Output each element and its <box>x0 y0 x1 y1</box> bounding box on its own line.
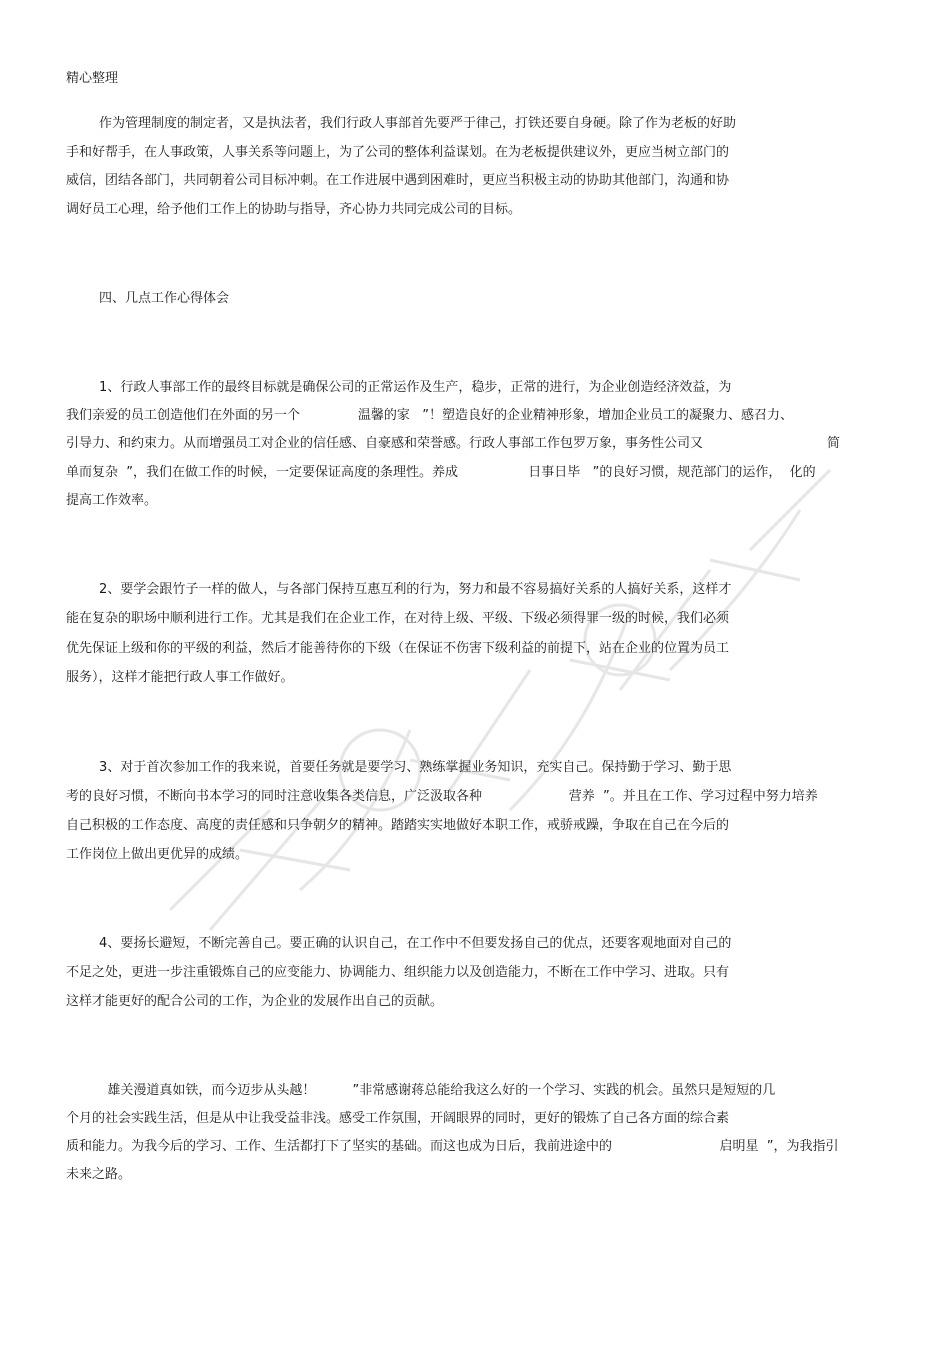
paragraph-line: 单而复杂 ”，我们在做工作的时候，一定要保证高度的条理性。养成 日事日毕 ”的良好习惯，规范部门的运作， 化的 <box>66 465 816 480</box>
paragraph-line: 我们亲爱的员工创造他们在外面的另一个 温馨的家 ”！塑造良好的企业精神形象，增加企业员工的凝聚力、感召力、 <box>66 408 793 423</box>
paragraph-line: 提高工作效率。 <box>66 493 158 508</box>
paragraph-line: 作为管理制度的制定者，又是执法者，我们行政人事部首先要严于律己，打铁还要自身硬。除了作为老板的好助 <box>66 116 737 131</box>
paragraph-line: 考的良好习惯，不断向书本学习的同时注意收集各类信息，广泛汲取各种 营养 ”。并且在工作、学习过程中努力培养 <box>66 789 818 804</box>
paragraph-line: 2、要学会跟竹子一样的做人，与各部门保持互惠互利的行为，努力和最不容易搞好关系的人搞好关系，这样才 <box>66 582 732 597</box>
paragraph-line: 个月的社会实践生活，但是从中让我受益非浅。感受工作氛围，开阔眼界的同时，更好的锻炼了自己各方面的综合素 <box>66 1111 730 1126</box>
watermark-graphic <box>150 430 850 950</box>
paragraph-line: 调好员工心理，给予他们工作上的协助与指导，齐心协力共同完成公司的目标。 <box>66 202 522 217</box>
paragraph-line: 手和好帮手，在人事政策，人事关系等问题上，为了公司的整体利益谋划。在为老板提供建议外，更应当树立部门的 <box>66 145 730 160</box>
paragraph-line: 引导力、和约束力。从而增强员工对企业的信任感、自豪感和荣誉感。行政人事部工作包罗万象，事务性公司又 简 <box>66 436 840 451</box>
paragraph-line: 3、对于首次参加工作的我来说，首要任务就是要学习、熟练掌握业务知识，充实自己。保持勤于学习、勤于思 <box>66 760 732 775</box>
paragraph-line: 1、行政人事部工作的最终目标就是确保公司的正常运作及生产，稳步，正常的进行，为企业创造经济效益，为 <box>66 380 732 395</box>
paragraph-line: 质和能力。为我今后的学习、工作、生活都打下了坚实的基础。而这也成为日后，我前进途中的 启明星 ”，为我指引 <box>66 1139 839 1154</box>
paragraph-line: 服务），这样才能把行政人事工作做好。 <box>66 670 294 685</box>
paragraph-line: 不足之处，更进一步注重锻炼自己的应变能力、协调能力、组织能力以及创造能力，不断在工作中学习、进取。只有 <box>66 965 730 980</box>
paragraph-line: 未来之路。 <box>66 1167 132 1182</box>
paragraph-line: 自己积极的工作态度、高度的责任感和只争朝夕的精神。踏踏实实地做好本职工作，戒骄戒躁，争取在自己在今后的 <box>66 818 730 833</box>
section-title: 四、几点工作心得体会 <box>66 291 230 306</box>
paragraph-line: 4、要扬长避短，不断完善自己。要正确的认识自己，在工作中不但要发扬自己的优点，还要客观地面对自己的 <box>66 936 732 951</box>
paragraph-line: 威信，团结各部门，共同朝着公司目标冲刺。在工作进展中遇到困难时，更应当积极主动的协助其他部门，沟通和协 <box>66 173 730 188</box>
paragraph-line: 雄关漫道真如铁，而今迈步从头越！ ”非常感谢蒋总能给我这么好的一个学习、实践的机会。虽然只是短短的几 <box>66 1083 776 1098</box>
paragraph-line: 这样才能更好的配合公司的工作，为企业的发展作出自己的贡献。 <box>66 994 444 1009</box>
paragraph-line: 优先保证上级和你的平级的利益，然后才能善待你的下级（在保证不伤害下级利益的前提下，站在企业的位置为员工 <box>66 641 730 656</box>
paragraph-line: 工作岗位上做出更优异的成绩。 <box>66 847 249 862</box>
paragraph-line: 能在复杂的职场中顺利进行工作。尤其是我们在企业工作，在对待上级、平级、下级必须得罪一级的时候，我们必须 <box>66 611 730 626</box>
page-header: 精心整理 <box>66 71 119 86</box>
